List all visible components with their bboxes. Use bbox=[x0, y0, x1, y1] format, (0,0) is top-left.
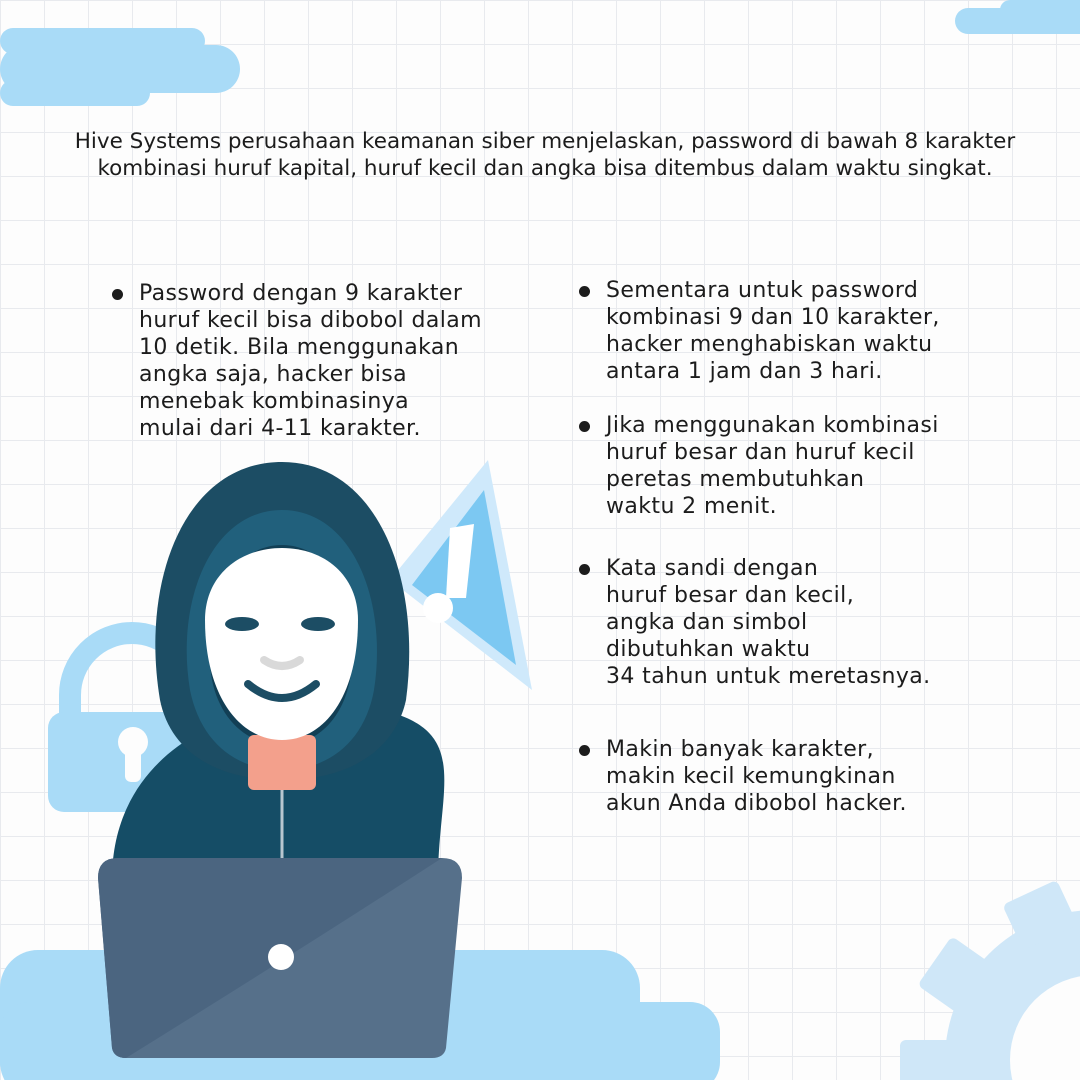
bullet-dot bbox=[579, 286, 590, 297]
bullet-nine-ten-combination bbox=[606, 277, 940, 385]
bullet-dot bbox=[579, 564, 590, 575]
bullet-symbols-34-years bbox=[606, 555, 931, 690]
intro-paragraph: Hive Systems perusahaan keamanan siber menjelaskan, password di bawah 8 karakter kombinasi huruf kapital, huruf kecil dan angka bisa ditembus dalam waktu singkat. bbox=[74, 129, 1016, 181]
bullet-text: Sementara untuk password kombinasi 9 dan 10 karakter, hacker menghabiskan waktu antara 1 jam dan 3 hari. bbox=[606, 278, 940, 384]
bullet-upper-lower-case bbox=[606, 412, 939, 520]
warning-icon bbox=[390, 460, 532, 690]
laptop bbox=[98, 858, 462, 1058]
bullet-nine-lowercase bbox=[139, 280, 482, 442]
bullet-text: Kata sandi dengan huruf besar dan kecil, angka dan simbol dibutuhkan waktu 34 tahun untuk meretasnya. bbox=[606, 556, 931, 689]
bullet-text: Makin banyak karakter, makin kecil kemungkinan akun Anda dibobol hacker. bbox=[606, 737, 907, 816]
bullet-more-characters bbox=[606, 736, 907, 817]
bullet-dot bbox=[579, 421, 590, 432]
gear-icon bbox=[900, 880, 1080, 1080]
bullet-text: Jika menggunakan kombinasi huruf besar dan huruf kecil peretas membutuhkan waktu 2 menit. bbox=[606, 413, 939, 519]
bullet-dot bbox=[579, 745, 590, 756]
bullet-dot bbox=[112, 289, 123, 300]
decor-top-right-streaks bbox=[955, 0, 1080, 34]
hacker-figure bbox=[112, 462, 444, 880]
decor-top-left-streaks bbox=[0, 28, 240, 106]
bullet-text: Password dengan 9 karakter huruf kecil bisa dibobol dalam 10 detik. Bila menggunakan angka saja, hacker bisa menebak kombinasinya mulai dari 4-11 karakter. bbox=[139, 281, 482, 441]
